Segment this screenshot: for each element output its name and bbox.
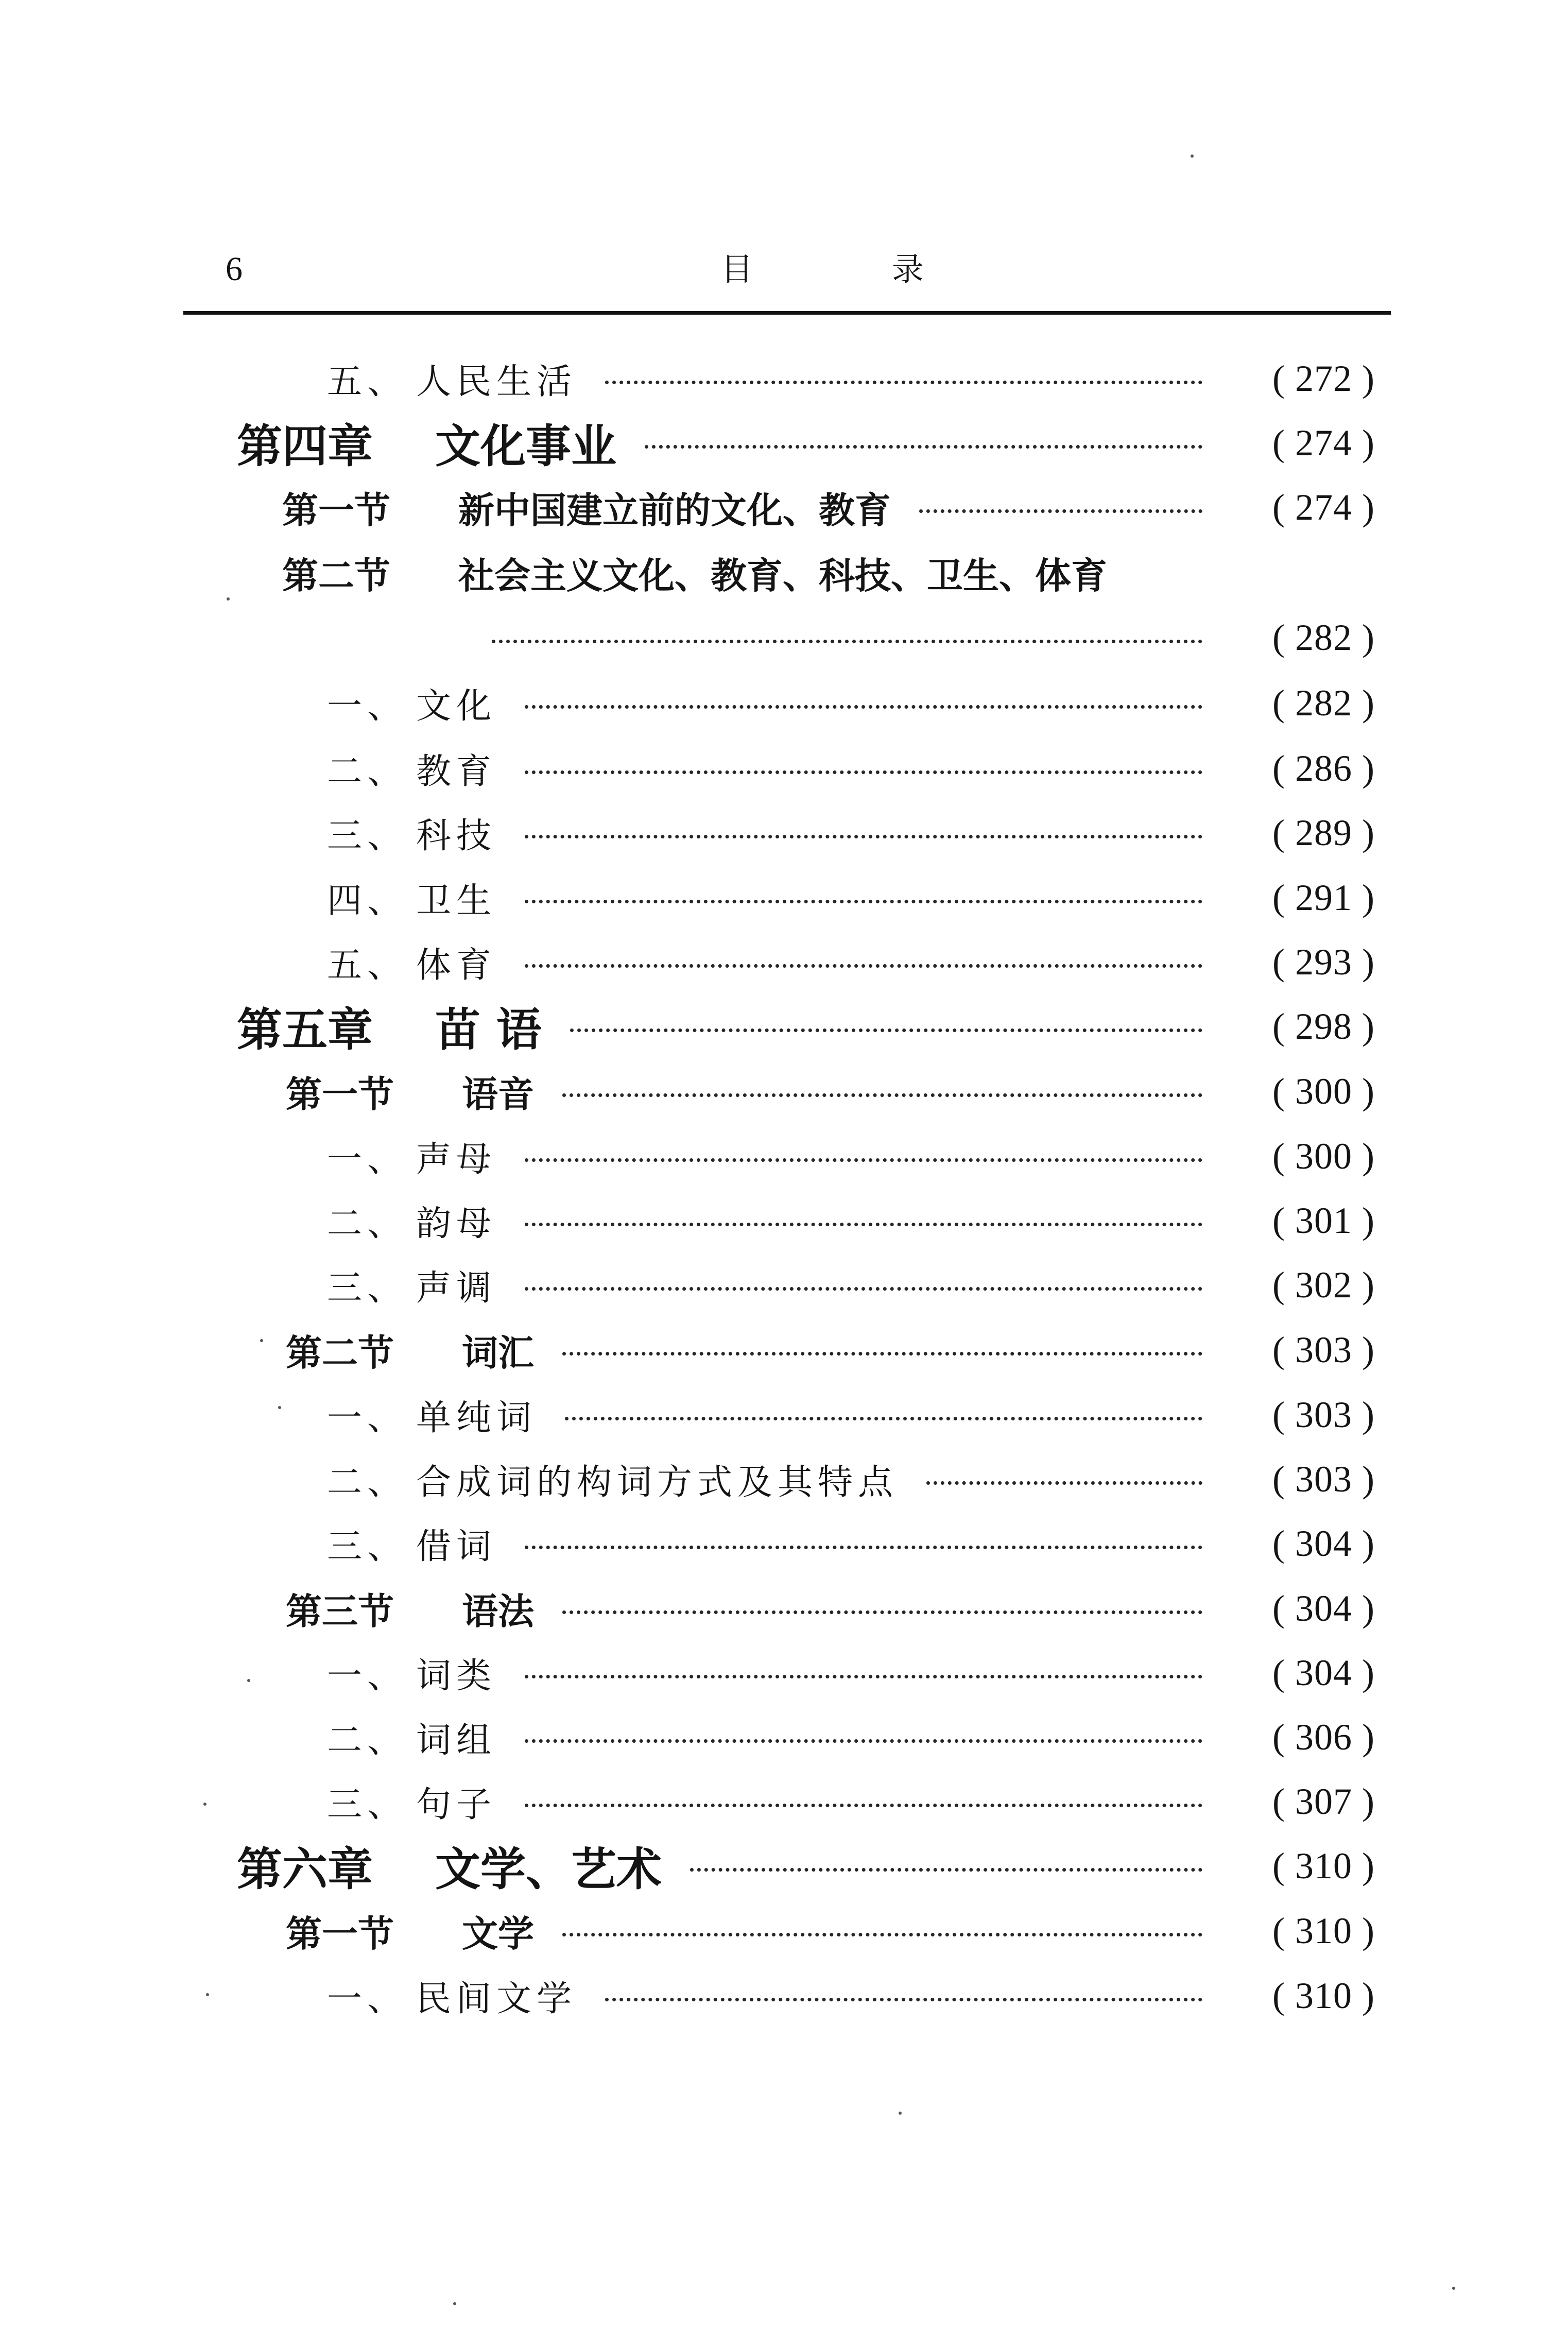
running-title: 目 录 [721, 250, 988, 288]
toc-item[interactable] [327, 1773, 1375, 1830]
item-title: 词类 [416, 1655, 497, 1696]
toc-item[interactable] [327, 1967, 1375, 2024]
toc-section[interactable] [282, 479, 1375, 536]
dot-leader [645, 445, 1202, 449]
dot-leader [562, 1352, 1202, 1356]
section-title: 文学 [462, 1912, 534, 1955]
scan-speck [1452, 2287, 1455, 2290]
section-number: 第二节 [286, 1331, 394, 1374]
item-number: 二、 [327, 751, 408, 792]
toc-section[interactable] [286, 1580, 1375, 1637]
item-number: 二、 [327, 1720, 408, 1761]
page-reference: ( 310 ) [1272, 1910, 1375, 1951]
toc-item[interactable] [327, 934, 1375, 990]
item-title: 人民生活 [416, 361, 577, 402]
dot-leader [565, 1417, 1202, 1420]
toc-item[interactable] [327, 675, 1375, 731]
item-title: 体育 [416, 945, 497, 986]
item-number: 四、 [327, 880, 408, 921]
section-number: 第一节 [282, 489, 390, 531]
page-reference: ( 310 ) [1272, 1845, 1375, 1887]
section-title: 语法 [462, 1590, 534, 1633]
dot-leader [525, 1739, 1202, 1743]
page-reference: ( 300 ) [1272, 1135, 1375, 1177]
item-title: 卫生 [416, 880, 497, 921]
scan-speck [206, 1993, 209, 1996]
dot-leader [525, 1287, 1202, 1291]
dot-leader [525, 964, 1202, 968]
chapter-title: 文化事业 [435, 420, 617, 473]
item-title: 合成词的构词方式及其特点 [416, 1462, 899, 1503]
toc-chapter[interactable] [237, 415, 1375, 471]
dot-leader [570, 1028, 1202, 1032]
toc-item[interactable] [327, 1709, 1375, 1765]
dot-leader [525, 1158, 1202, 1162]
page-reference: ( 272 ) [1272, 357, 1375, 399]
toc-item[interactable] [327, 740, 1375, 797]
toc-item[interactable] [327, 1192, 1375, 1249]
item-number: 一、 [327, 1139, 408, 1180]
page-reference: ( 303 ) [1272, 1458, 1375, 1500]
dot-leader [525, 770, 1202, 774]
page-reference: ( 291 ) [1272, 877, 1375, 918]
chapter-title: 苗 语 [435, 1003, 542, 1056]
page-reference: ( 274 ) [1272, 422, 1375, 464]
page-reference: ( 307 ) [1272, 1780, 1375, 1822]
toc-chapter[interactable] [237, 1838, 1375, 1894]
dot-leader [525, 900, 1202, 903]
item-title: 句子 [416, 1784, 497, 1825]
item-title: 声母 [416, 1139, 497, 1180]
toc-chapter[interactable] [237, 998, 1375, 1055]
page-reference: ( 301 ) [1272, 1199, 1375, 1241]
section-number: 第一节 [286, 1912, 394, 1955]
dot-leader [492, 640, 1202, 643]
dot-leader [605, 381, 1202, 384]
page-reference: ( 310 ) [1272, 1975, 1375, 2016]
chapter-number: 第五章 [237, 1003, 373, 1056]
toc-section[interactable] [282, 544, 1375, 666]
item-number: 三、 [327, 1526, 408, 1567]
chapter-title: 文学、艺术 [435, 1843, 662, 1896]
dot-leader [525, 1546, 1202, 1549]
page-reference: ( 293 ) [1272, 941, 1375, 983]
item-number: 三、 [327, 1784, 408, 1825]
dot-leader [525, 1675, 1202, 1678]
dot-leader [525, 705, 1202, 709]
toc-section[interactable] [286, 1063, 1375, 1120]
item-number: 三、 [327, 1267, 408, 1309]
page-reference: ( 303 ) [1272, 1394, 1375, 1435]
item-number: 五、 [327, 361, 408, 402]
item-title: 文化 [416, 685, 497, 727]
page-reference: ( 302 ) [1272, 1264, 1375, 1306]
scan-speck [260, 1339, 263, 1342]
item-title: 声调 [416, 1267, 497, 1309]
page-reference: ( 306 ) [1272, 1716, 1375, 1758]
dot-leader [525, 1804, 1202, 1807]
page-reference: ( 300 ) [1272, 1070, 1375, 1112]
dot-leader [605, 1998, 1202, 2001]
dot-leader [562, 1093, 1202, 1097]
toc-item[interactable] [327, 1515, 1375, 1572]
page-reference: ( 286 ) [1272, 747, 1375, 789]
scan-speck [453, 2302, 456, 2305]
toc-item[interactable] [327, 1128, 1375, 1185]
page-reference: ( 282 ) [1272, 616, 1375, 658]
item-number: 二、 [327, 1203, 408, 1244]
item-title: 民间文学 [416, 1978, 577, 2019]
dot-leader [690, 1868, 1202, 1872]
page-reference: ( 282 ) [1272, 682, 1375, 724]
dot-leader [525, 835, 1202, 838]
scan-speck [203, 1803, 206, 1806]
page-reference: ( 298 ) [1272, 1005, 1375, 1047]
scan-speck [227, 597, 230, 601]
section-title: 词汇 [462, 1331, 534, 1374]
toc-item[interactable] [327, 1451, 1375, 1507]
dot-leader [926, 1481, 1202, 1485]
section-title: 社会主义文化、教育、科技、卫生、体育 [458, 554, 1107, 597]
item-number: 五、 [327, 945, 408, 986]
item-title: 科技 [416, 815, 497, 856]
page-reference: ( 274 ) [1272, 486, 1375, 528]
scan-speck [247, 1679, 250, 1682]
item-number: 一、 [327, 1978, 408, 2019]
chapter-number: 第四章 [237, 420, 373, 473]
scan-speck [278, 1406, 281, 1409]
section-number: 第二节 [282, 554, 390, 597]
toc-item[interactable] [327, 350, 1375, 407]
page-reference: ( 304 ) [1272, 1522, 1375, 1564]
toc-item[interactable] [327, 869, 1375, 926]
toc-section[interactable] [286, 1322, 1375, 1378]
toc-item[interactable] [327, 1644, 1375, 1701]
item-number: 一、 [327, 685, 408, 727]
toc-item[interactable] [327, 804, 1375, 861]
item-title: 借词 [416, 1526, 497, 1567]
item-title: 词组 [416, 1720, 497, 1761]
section-title: 语音 [462, 1073, 534, 1116]
toc-section[interactable] [286, 1902, 1375, 1959]
dot-leader [562, 1933, 1202, 1936]
dot-leader [919, 509, 1202, 513]
page-reference: ( 304 ) [1272, 1587, 1375, 1629]
scan-speck [1191, 155, 1194, 158]
page-reference: ( 304 ) [1272, 1652, 1375, 1693]
section-number: 第一节 [286, 1073, 394, 1116]
toc-item[interactable] [327, 1257, 1375, 1313]
item-title: 教育 [416, 751, 497, 792]
toc-item[interactable] [327, 1386, 1375, 1443]
chapter-number: 第六章 [237, 1843, 373, 1896]
dot-leader [525, 1223, 1202, 1226]
scan-speck [899, 2112, 902, 2115]
item-title: 韵母 [416, 1203, 497, 1244]
section-title: 新中国建立前的文化、教育 [458, 489, 891, 531]
item-title: 单纯词 [416, 1397, 537, 1438]
item-number: 三、 [327, 815, 408, 856]
section-number: 第三节 [286, 1590, 394, 1633]
dot-leader [562, 1610, 1202, 1614]
page-number: 6 [226, 250, 243, 288]
page-reference: ( 289 ) [1272, 812, 1375, 853]
page-reference: ( 303 ) [1272, 1329, 1375, 1370]
item-number: 二、 [327, 1462, 408, 1503]
item-number: 一、 [327, 1397, 408, 1438]
item-number: 一、 [327, 1655, 408, 1696]
